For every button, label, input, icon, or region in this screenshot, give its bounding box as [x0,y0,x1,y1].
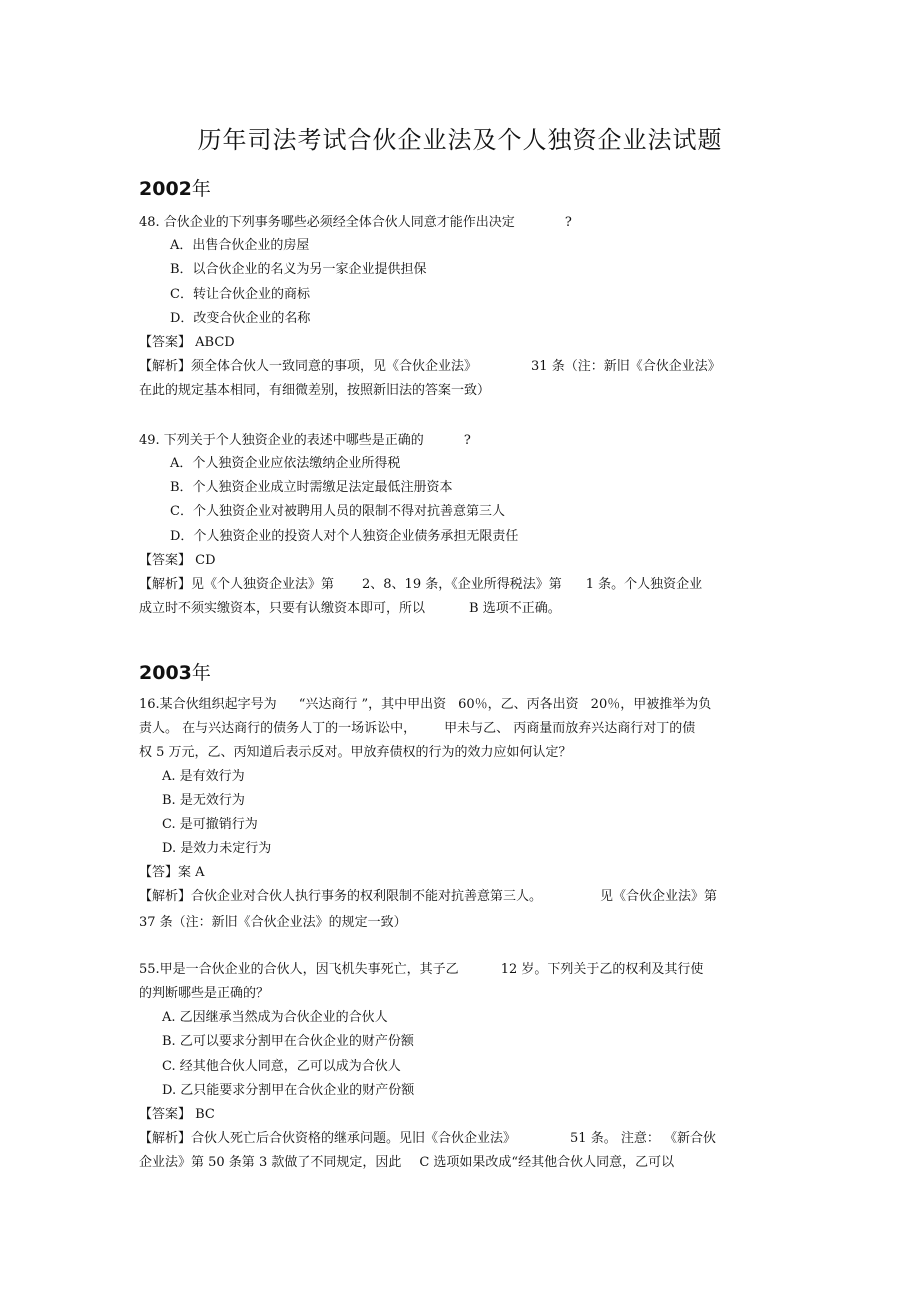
option-b: B．个人独资企业成立时需缴足法定最低注册资本 [170,480,453,495]
option-d: D．个人独资企业的投资人对个人独资企业债务承担无限责任 [170,529,519,544]
analysis-48-line-1 [139,357,721,377]
option-d: D. 乙只能要求分割甲在合伙企业的财产份额 [162,1083,415,1098]
option-c: C. 经其他合伙人同意，乙可以成为合伙人 [162,1059,401,1074]
year-suffix: 年 [191,662,211,684]
analysis-text: C 选项如果改成“经其他合伙人同意，乙可以 [419,1155,675,1170]
option-a: A. 乙因继承当然成为合伙企业的合伙人 [162,1010,388,1025]
analysis-16-line-1 [139,887,717,907]
answer-55: 【答案】 BC [139,1107,215,1122]
page-title: 历年司法考试合伙企业法及个人独资企业法试题 [197,126,723,154]
option-b: B. 乙可以要求分割甲在合伙企业的财产份额 [162,1034,414,1049]
question-48-stem [139,213,572,233]
question-text: “兴达商行 ”，其中甲出资 [298,697,447,712]
answer-49: 【答案】 CD [139,553,216,568]
analysis-text: 31 条（注：新旧《合伙企业法》 [531,359,721,374]
year-suffix: 年 [191,178,211,200]
analysis-text: 51 条。 注意： 《新合伙 [570,1131,716,1146]
analysis-text: 【解析】须全体合伙人一致同意的事项，见《合伙企业法》 [139,359,478,374]
question-mark: ? [564,215,572,230]
option-a: A．出售合伙企业的房屋 [170,238,310,253]
analysis-48-line-2: 在此的规定基本相同，有细微差别，按照新旧法的答案一致） [139,383,491,398]
question-text: 55.甲是一合伙企业的合伙人，因飞机失事死亡，其子乙 [139,962,459,977]
option-b: B．以合伙企业的名义为另一家企业提供担保 [170,262,427,277]
option-d: D．改变合伙企业的名称 [170,311,311,326]
question-16-stem-line-1 [139,695,711,715]
question-text: 20％，甲被推举为负 [590,697,712,712]
analysis-text: 【解析】合伙企业对合伙人执行事务的权利限制不能对抗善意第三人。 [139,889,543,904]
option-c: C．个人独资企业对被聘用人员的限制不得对抗善意第三人 [170,504,505,519]
year-heading-2002 [139,174,211,201]
option-c: C. 是可撤销行为 [162,817,258,832]
question-55-stem-line-1 [139,960,703,980]
question-text: 责人。 在与兴达商行的债务人丁的一场诉讼中， [139,721,417,736]
question-16-stem-line-2 [139,719,695,739]
analysis-16-line-2: 37 条（注：新旧《合伙企业法》的规定一致） [139,915,407,930]
question-text: 12 岁。下列关于乙的权利及其行使 [500,962,704,977]
analysis-text: B 选项不正确。 [469,601,561,616]
question-text: 16.某合伙组织起字号为 [139,697,277,712]
analysis-55-line-2 [139,1153,674,1173]
year-heading-2003 [139,658,211,685]
year-number: 2003 [139,662,192,684]
analysis-text: 企业法》第 50 条第 3 款做了不同规定，因此 [139,1155,402,1170]
answer-48: 【答案】 ABCD [139,335,235,350]
analysis-49-line-2 [139,599,561,619]
analysis-49-line-1 [139,575,702,595]
option-b: B. 是无效行为 [162,793,245,808]
question-text: 49. 下列关于个人独资企业的表述中哪些是正确的 [139,433,424,448]
question-text: 48. 合伙企业的下列事务哪些必须经全体合伙人同意才能作出决定 [139,215,515,230]
analysis-text: 【解析】合伙人死亡后合伙资格的继承问题。见旧《合伙企业法》 [139,1131,517,1146]
analysis-55-line-1 [139,1129,716,1149]
question-16-stem-line-3: 权 5 万元，乙、丙知道后表示反对。甲放弃债权的行为的效力应如何认定？ [139,745,572,760]
analysis-text: 2、8、19 条，《企业所得税法》第 [362,577,562,592]
question-text: 60％，乙、丙各出资 [458,697,579,712]
year-number: 2002 [139,178,192,200]
question-text: 甲未与乙、 丙商量而放弃兴达商行对丁的债 [444,721,696,736]
answer-16: 【答】案 A [139,865,205,880]
option-a: A. 是有效行为 [162,769,245,784]
analysis-text: 1 条。个人独资企业 [585,577,703,592]
option-a: A．个人独资企业应依法缴纳企业所得税 [170,456,401,471]
question-49-stem [139,431,471,451]
option-c: C．转让合伙企业的商标 [170,287,310,302]
question-mark: ? [463,433,471,448]
analysis-text: 成立时不须实缴资本，只要有认缴资本即可，所以 [139,601,426,616]
analysis-text: 【解析】见《个人独资企业法》第 [139,577,335,592]
analysis-text: 见《合伙企业法》第 [600,889,718,904]
option-d: D. 是效力未定行为 [162,841,272,856]
question-55-stem-line-2: 的判断哪些是正确的？ [139,986,270,1001]
